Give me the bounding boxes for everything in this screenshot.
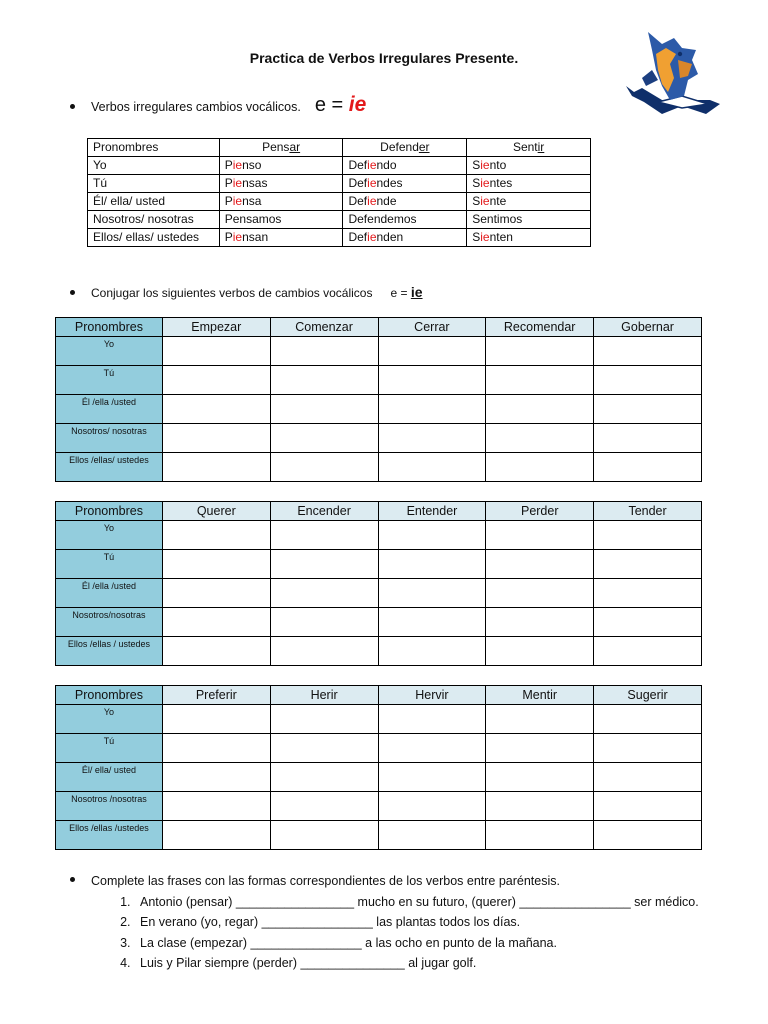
pronoun-row: [56, 521, 702, 550]
answer-cell[interactable]: [594, 821, 702, 850]
answer-cell[interactable]: [270, 792, 378, 821]
example-conjugation-cell: Piensas: [219, 175, 343, 193]
pronoun-row: [56, 550, 702, 579]
example-row: [88, 175, 591, 193]
example-conjugation-cell: Defiendes: [343, 175, 467, 193]
pronoun-row: [56, 453, 702, 482]
pronoun-cell: Él /ella /usted: [56, 579, 163, 608]
answer-cell[interactable]: [378, 366, 486, 395]
answer-cell[interactable]: [486, 705, 594, 734]
pronoun-cell: Ellos /ellas/ ustedes: [56, 453, 163, 482]
page-title: Practica de Verbos Irregulares Presente.: [249, 50, 519, 66]
answer-cell[interactable]: [594, 337, 702, 366]
example-pronoun-cell: Él/ ella/ usted: [88, 193, 220, 211]
intro-line: [70, 93, 366, 117]
answer-cell[interactable]: [486, 550, 594, 579]
answer-cell[interactable]: [162, 550, 270, 579]
answer-cell[interactable]: [594, 705, 702, 734]
example-pronoun-cell: Nosotros/ nosotras: [88, 211, 220, 229]
exercise-item: 3. La clase (empezar) ________________ a las ocho en punto de la mañana.: [134, 933, 699, 954]
example-conjugation-table: [87, 138, 591, 247]
answer-cell[interactable]: [594, 734, 702, 763]
answer-cell[interactable]: [270, 550, 378, 579]
verb-header-row: [56, 686, 702, 705]
answer-cell[interactable]: [270, 424, 378, 453]
pronoun-row: [56, 579, 702, 608]
verb-header-row: [56, 318, 702, 337]
example-header-cell: Pronombres: [88, 139, 220, 157]
answer-cell[interactable]: [162, 608, 270, 637]
answer-cell[interactable]: [270, 763, 378, 792]
example-row: [88, 157, 591, 175]
answer-cell[interactable]: [162, 579, 270, 608]
pronoun-cell: Ellos /ellas /ustedes: [56, 821, 163, 850]
example-row: [88, 193, 591, 211]
answer-cell[interactable]: [594, 763, 702, 792]
answer-cell[interactable]: [594, 424, 702, 453]
exercise-instruction: Complete las frases con las formas correspondientes de los verbos entre paréntesis.: [91, 874, 560, 888]
verb-header-cell: Perder: [486, 502, 594, 521]
answer-cell[interactable]: [162, 792, 270, 821]
answer-cell[interactable]: [270, 608, 378, 637]
pronoun-row: [56, 792, 702, 821]
verb-header-cell: Gobernar: [594, 318, 702, 337]
verb-header-cell: Cerrar: [378, 318, 486, 337]
pronoun-cell: Yo: [56, 337, 163, 366]
answer-cell[interactable]: [270, 337, 378, 366]
pronouns-header: Pronombres: [56, 502, 163, 521]
example-header-cell: Defender: [343, 139, 467, 157]
example-conjugation-cell: Siento: [467, 157, 591, 175]
conjugation-table-2: [55, 501, 702, 666]
example-conjugation-cell: Defiendo: [343, 157, 467, 175]
pronouns-header: Pronombres: [56, 686, 163, 705]
answer-cell[interactable]: [162, 734, 270, 763]
answer-cell[interactable]: [378, 763, 486, 792]
example-pronoun-cell: Tú: [88, 175, 220, 193]
bullet-icon: [70, 290, 75, 295]
answer-cell[interactable]: [486, 763, 594, 792]
answer-cell[interactable]: [594, 366, 702, 395]
verb-header-cell: Hervir: [378, 686, 486, 705]
answer-cell[interactable]: [378, 579, 486, 608]
answer-cell[interactable]: [594, 608, 702, 637]
verb-header-cell: Recomendar: [486, 318, 594, 337]
answer-cell[interactable]: [162, 366, 270, 395]
pronoun-row: [56, 637, 702, 666]
verb-header-cell: Querer: [162, 502, 270, 521]
answer-cell[interactable]: [162, 821, 270, 850]
pronoun-cell: Yo: [56, 521, 163, 550]
pronoun-row: [56, 424, 702, 453]
answer-cell[interactable]: [594, 550, 702, 579]
example-conjugation-cell: Sientes: [467, 175, 591, 193]
pronoun-row: [56, 821, 702, 850]
answer-cell[interactable]: [270, 705, 378, 734]
answer-cell[interactable]: [486, 366, 594, 395]
pronoun-cell: Tú: [56, 734, 163, 763]
pronoun-row: [56, 366, 702, 395]
pronoun-cell: Él/ ella/ usted: [56, 763, 163, 792]
answer-cell[interactable]: [270, 366, 378, 395]
verb-header-cell: Sugerir: [594, 686, 702, 705]
verb-header-cell: Preferir: [162, 686, 270, 705]
example-header-row: [88, 139, 591, 157]
verb-header-row: [56, 502, 702, 521]
answer-cell[interactable]: [378, 521, 486, 550]
pronoun-row: [56, 608, 702, 637]
bullet-icon: [70, 877, 75, 882]
answer-cell[interactable]: [486, 792, 594, 821]
example-conjugation-cell: Defienden: [343, 229, 467, 247]
pronouns-header: Pronombres: [56, 318, 163, 337]
answer-cell[interactable]: [378, 734, 486, 763]
answer-cell[interactable]: [162, 395, 270, 424]
pronoun-row: [56, 337, 702, 366]
exercise-list: [70, 892, 699, 974]
verb-header-cell: Comenzar: [270, 318, 378, 337]
pronoun-row: [56, 705, 702, 734]
example-conjugation-cell: Pensamos: [219, 211, 343, 229]
small-formula: e = ie: [390, 284, 423, 300]
answer-cell[interactable]: [594, 579, 702, 608]
answer-cell[interactable]: [162, 705, 270, 734]
exercise-item: 4. Luis y Pilar siempre (perder) _______________ al jugar golf.: [134, 953, 699, 974]
pronoun-row: [56, 734, 702, 763]
answer-cell[interactable]: [378, 337, 486, 366]
verb-header-cell: Herir: [270, 686, 378, 705]
answer-cell[interactable]: [378, 608, 486, 637]
answer-cell[interactable]: [162, 453, 270, 482]
answer-cell[interactable]: [270, 395, 378, 424]
conjugation-table-1: [55, 317, 702, 482]
answer-cell[interactable]: [378, 705, 486, 734]
example-header-cell: Pensar: [219, 139, 343, 157]
answer-cell[interactable]: [378, 395, 486, 424]
answer-cell[interactable]: [486, 579, 594, 608]
exercise-item: 1. Antonio (pensar) _________________ mucho en su futuro, (querer) ________________ ser médico.: [134, 892, 699, 913]
answer-cell[interactable]: [162, 521, 270, 550]
answer-cell[interactable]: [486, 521, 594, 550]
example-conjugation-cell: Piensan: [219, 229, 343, 247]
wolf-book-logo: [622, 30, 724, 120]
example-conjugation-cell: Defiende: [343, 193, 467, 211]
bullet-icon: [70, 104, 75, 109]
answer-cell[interactable]: [378, 792, 486, 821]
example-conjugation-cell: Pienso: [219, 157, 343, 175]
example-conjugation-cell: Sienten: [467, 229, 591, 247]
example-row: [88, 229, 591, 247]
pronoun-cell: Ellos /ellas / ustedes: [56, 637, 163, 666]
answer-cell[interactable]: [270, 637, 378, 666]
answer-cell[interactable]: [594, 792, 702, 821]
example-conjugation-cell: Siente: [467, 193, 591, 211]
answer-cell[interactable]: [270, 734, 378, 763]
answer-cell[interactable]: [378, 453, 486, 482]
example-conjugation-cell: Sentimos: [467, 211, 591, 229]
answer-cell[interactable]: [486, 424, 594, 453]
answer-cell[interactable]: [486, 337, 594, 366]
answer-cell[interactable]: [486, 821, 594, 850]
answer-cell[interactable]: [162, 637, 270, 666]
answer-cell[interactable]: [486, 395, 594, 424]
answer-cell[interactable]: [594, 637, 702, 666]
answer-cell[interactable]: [378, 637, 486, 666]
pronoun-cell: Nosotros/nosotras: [56, 608, 163, 637]
example-conjugation-cell: Defendemos: [343, 211, 467, 229]
verb-header-cell: Mentir: [486, 686, 594, 705]
conjugate-instruction: [70, 284, 423, 300]
answer-cell[interactable]: [594, 521, 702, 550]
answer-cell[interactable]: [270, 453, 378, 482]
answer-cell[interactable]: [486, 453, 594, 482]
example-pronoun-cell: Yo: [88, 157, 220, 175]
verb-header-cell: Encender: [270, 502, 378, 521]
answer-cell[interactable]: [486, 608, 594, 637]
verb-header-cell: Empezar: [162, 318, 270, 337]
pronoun-cell: Tú: [56, 366, 163, 395]
verb-header-cell: Tender: [594, 502, 702, 521]
answer-cell[interactable]: [486, 734, 594, 763]
vowel-change-formula: e = ie: [314, 93, 367, 116]
answer-cell[interactable]: [486, 637, 594, 666]
answer-cell[interactable]: [270, 821, 378, 850]
answer-cell[interactable]: [270, 579, 378, 608]
answer-cell[interactable]: [594, 395, 702, 424]
answer-cell[interactable]: [378, 821, 486, 850]
pronoun-cell: Yo: [56, 705, 163, 734]
exercise-item: 2. En verano (yo, regar) ________________ las plantas todos los días.: [134, 912, 699, 933]
answer-cell[interactable]: [270, 521, 378, 550]
conjugation-table-3: [55, 685, 702, 850]
pronoun-cell: Él /ella /usted: [56, 395, 163, 424]
fill-in-exercises: [70, 871, 699, 974]
answer-cell[interactable]: [594, 453, 702, 482]
example-conjugation-cell: Piensa: [219, 193, 343, 211]
example-row: [88, 211, 591, 229]
pronoun-row: [56, 763, 702, 792]
example-header-cell: Sentir: [467, 139, 591, 157]
conjugate-instruction-text: Conjugar los siguientes verbos de cambios vocálicos: [91, 286, 373, 300]
answer-cell[interactable]: [378, 424, 486, 453]
verb-header-cell: Entender: [378, 502, 486, 521]
intro-text: Verbos irregulares cambios vocálicos.: [91, 100, 301, 114]
answer-cell[interactable]: [162, 424, 270, 453]
answer-cell[interactable]: [162, 337, 270, 366]
pronoun-cell: Tú: [56, 550, 163, 579]
pronoun-row: [56, 395, 702, 424]
example-pronoun-cell: Ellos/ ellas/ ustedes: [88, 229, 220, 247]
pronoun-cell: Nosotros /nosotras: [56, 792, 163, 821]
answer-cell[interactable]: [378, 550, 486, 579]
answer-cell[interactable]: [162, 763, 270, 792]
pronoun-cell: Nosotros/ nosotras: [56, 424, 163, 453]
